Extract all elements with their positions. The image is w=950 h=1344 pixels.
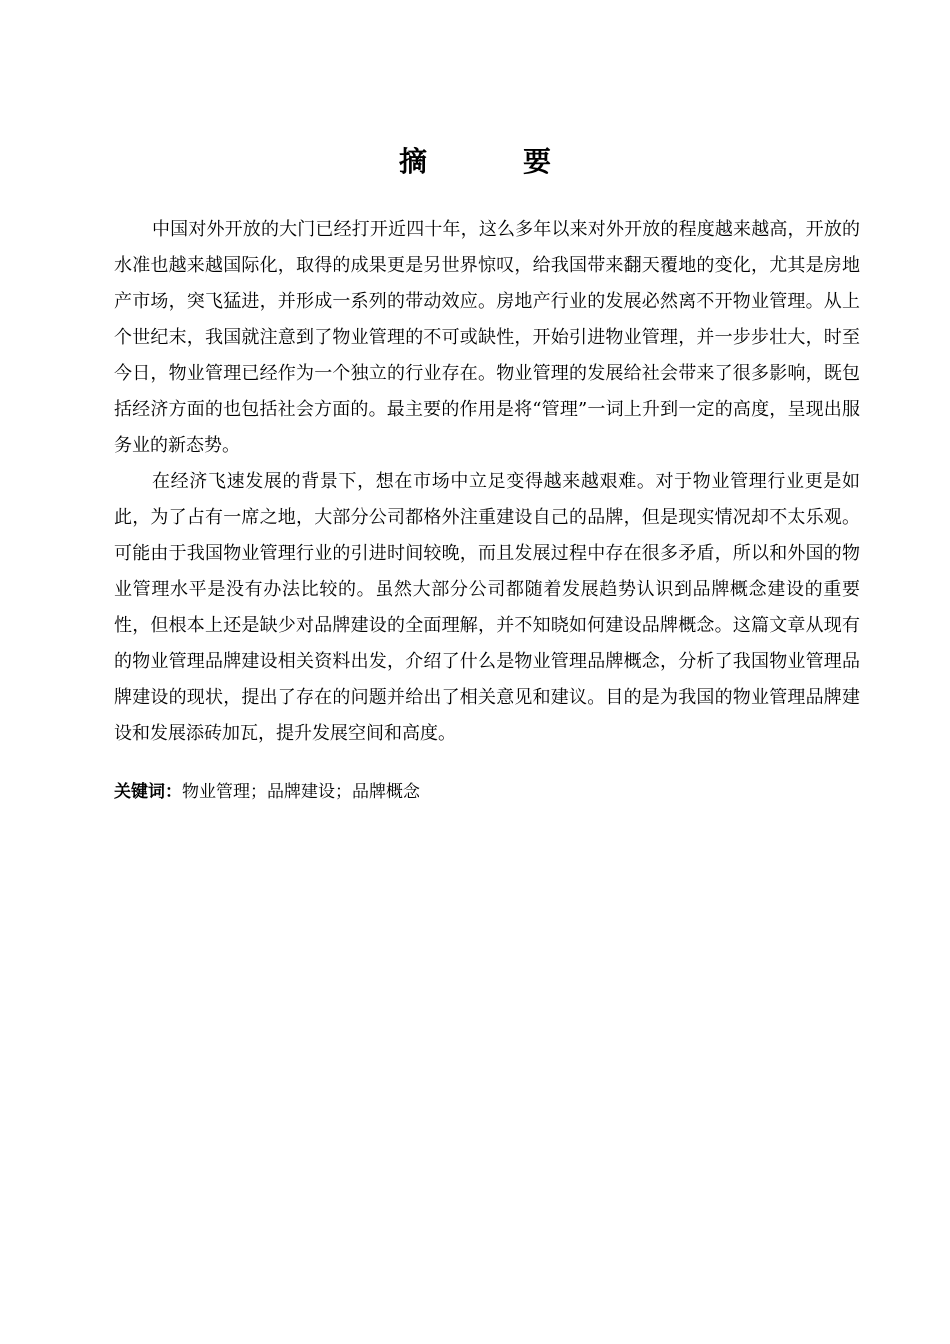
- abstract-paragraph-1: 中国对外开放的大门已经打开近四十年，这么多年以来对外开放的程度越来越高，开放的水准也越来越国际化，取得的成果更是另世界惊叹，给我国带来翻天覆地的变化，尤其是房地产市场，突飞猛进，并形成一系列的带动效应。房地产行业的发展必然离不开物业管理。从上个世纪末，我国就注意到了物业管理的不可或缺性，开始引进物业管理，并一步步壮大，时至今日，物业管理已经作为一个独立的行业存在。物业管理的发展给社会带来了很多影响，既包括经济方面的也包括社会方面的。最主要的作用是将“管理”一词上升到一定的高度，呈现出服务业的新态势。: [114, 219, 860, 456]
- page-title: 摘 要: [398, 145, 585, 178]
- keywords-label: 关键词：: [114, 782, 182, 802]
- abstract-paragraph-2: 在经济飞速发展的背景下，想在市场中立足变得越来越艰难。对于物业管理行业更是如此，为了占有一席之地，大部分公司都格外注重建设自己的品牌，但是现实情况却不太乐观。可能由于我国物业管理行业的引进时间较晚，而且发展过程中存在很多矛盾，所以和外国的物业管理水平是没有办法比较的。虽然大部分公司都随着发展趋势认识到品牌概念建设的重要性，但根本上还是缺少对品牌建设的全面理解，并不知晓如何建设品牌概念。这篇文章从现有的物业管理品牌建设相关资料出发，介绍了什么是物业管理品牌概念，分析了我国物业管理品牌建设的现状，提出了存在的问题并给出了相关意见和建议。目的是为我国的物业管理品牌建设和发展添砖加瓦，提升发展空间和高度。: [114, 471, 860, 744]
- keywords-line: [114, 776, 860, 808]
- abstract-body: [114, 212, 860, 752]
- keywords-text: 物业管理；品牌建设；品牌概念: [182, 782, 420, 802]
